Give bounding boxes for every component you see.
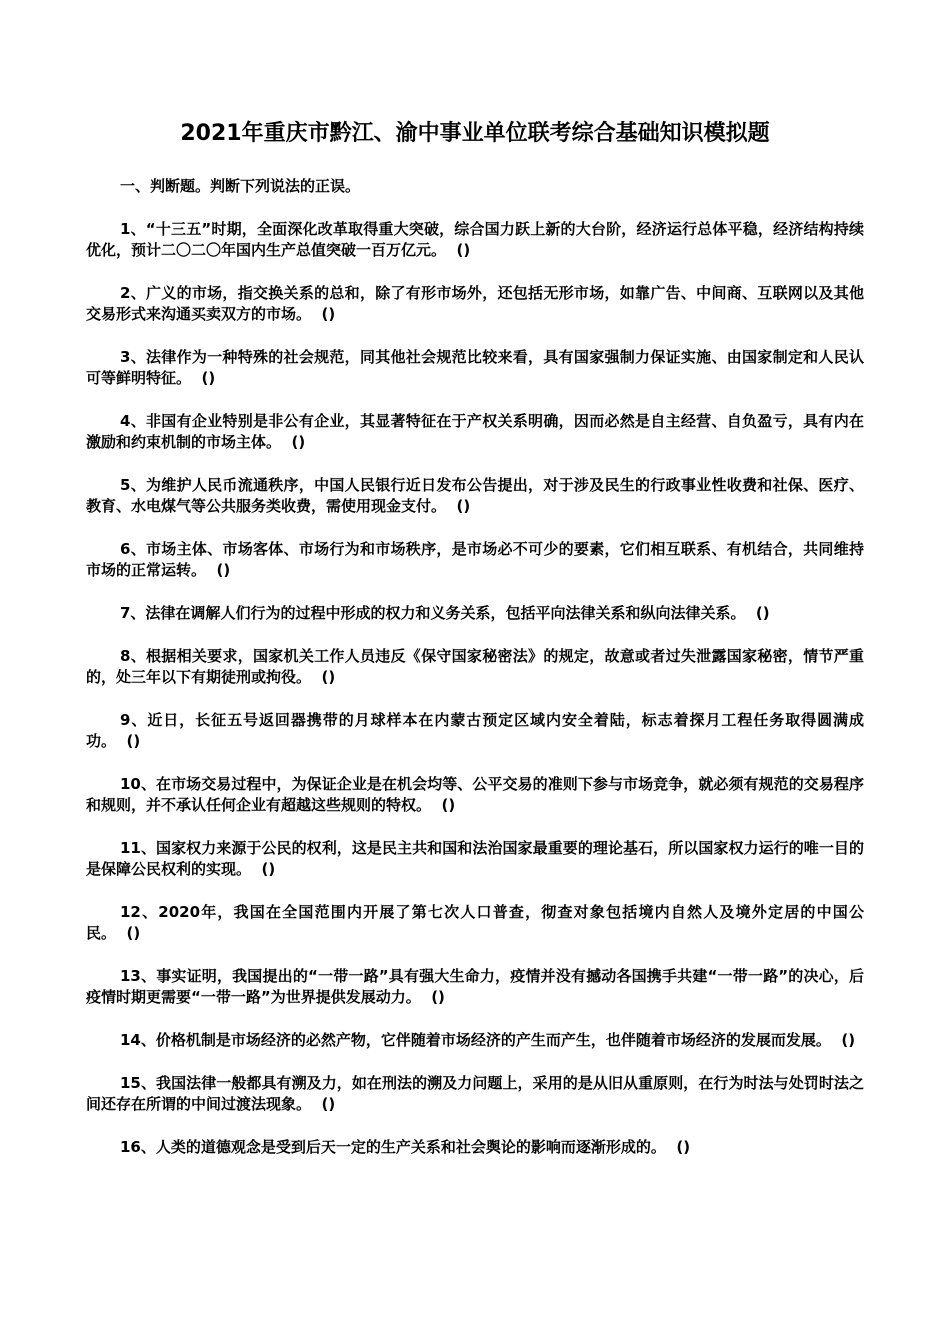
answer-blank: () bbox=[321, 1095, 336, 1113]
answer-blank: () bbox=[676, 1138, 691, 1156]
answer-blank: () bbox=[126, 732, 141, 750]
question-text: 7、法律在调解人们行为的过程中形成的权力和义务关系，包括平向法律关系和纵向法律关系。 bbox=[120, 604, 746, 622]
question-text: 10、在市场交易过程中，为保证企业是在机会均等、公平交易的准则下参与市场竞争，就必须有规范的交易程序和规则，并不承认任何企业有超越这些规则的特权。 bbox=[86, 775, 864, 814]
question-text: 3、法律作为一种特殊的社会规范，同其他社会规范比较来看，具有国家强制力保证实施、由国家制定和人民认可等鲜明特征。 bbox=[86, 348, 864, 387]
question-text: 16、人类的道德观念是受到后天一定的生产关系和社会舆论的影响而逐渐形成的。 bbox=[120, 1138, 666, 1156]
answer-blank: () bbox=[126, 924, 141, 942]
answer-blank: () bbox=[201, 369, 216, 387]
answer-blank: () bbox=[216, 561, 231, 579]
question-item bbox=[86, 283, 864, 325]
question-item bbox=[86, 411, 864, 453]
question-item bbox=[86, 838, 864, 880]
question-text: 13、事实证明，我国提出的“一带一路”具有强大生命力，疫情并没有撼动各国携手共建“一带一路”的决心，后疫情时期更需要“一带一路”为世界提供发展动力。 bbox=[86, 967, 864, 1006]
question-item bbox=[86, 347, 864, 389]
answer-blank: () bbox=[321, 668, 336, 686]
question-text: 11、国家权力来源于公民的权利，这是民主共和国和法治国家最重要的理论基石，所以国家权力运行的唯一目的是保障公民权利的实现。 bbox=[86, 839, 864, 878]
question-item bbox=[86, 710, 864, 752]
question-text: 1、“十三五”时期，全面深化改革取得重大突破，综合国力跃上新的大台阶，经济运行总体平稳，经济结构持续优化，预计二〇二〇年国内生产总值突破一百万亿元。 bbox=[86, 220, 864, 259]
answer-blank: () bbox=[321, 305, 336, 323]
answer-blank: () bbox=[755, 604, 770, 622]
question-item bbox=[86, 774, 864, 816]
question-item bbox=[86, 475, 864, 517]
question-item bbox=[86, 646, 864, 688]
question-text: 15、我国法律一般都具有溯及力，如在刑法的溯及力问题上，采用的是从旧从重原则，在行为时法与处罚时法之间还存在所谓的中间过渡法现象。 bbox=[86, 1074, 864, 1113]
answer-blank: () bbox=[291, 433, 306, 451]
question-item bbox=[86, 1030, 864, 1051]
section-heading: 一、判断题。判断下列说法的正误。 bbox=[120, 177, 361, 195]
question-text: 4、非国有企业特别是非公有企业，其显著特征在于产权关系明确，因而必然是自主经营、自负盈亏，具有内在激励和约束机制的市场主体。 bbox=[86, 412, 864, 451]
question-item bbox=[86, 219, 864, 261]
question-text: 8、根据相关要求，国家机关工作人员违反《保守国家秘密法》的规定，故意或者过失泄露国家秘密，情节严重的，处三年以下有期徒刑或拘役。 bbox=[86, 647, 864, 686]
answer-blank: () bbox=[431, 988, 445, 1006]
answer-blank: () bbox=[261, 860, 276, 878]
question-item bbox=[86, 966, 864, 1008]
document-title: 2021年重庆市黔江、渝中事业单位联考综合基础知识模拟题 bbox=[180, 121, 770, 146]
answer-blank: () bbox=[841, 1031, 856, 1049]
question-list bbox=[86, 219, 864, 1158]
question-item bbox=[86, 539, 864, 581]
question-text: 12、2020年，我国在全国范围内开展了第七次人口普查，彻查对象包括境内自然人及境外定居的中国公民。 bbox=[86, 903, 864, 942]
question-text: 5、为维护人民币流通秩序，中国人民银行近日发布公告提出，对于涉及民生的行政事业性收费和社保、医疗、教育、水电煤气等公共服务类收费，需使用现金支付。 bbox=[86, 476, 864, 515]
question-item bbox=[86, 1137, 864, 1158]
question-item bbox=[86, 603, 864, 624]
answer-blank: () bbox=[456, 497, 471, 515]
answer-blank: () bbox=[456, 241, 471, 259]
question-item bbox=[86, 1073, 864, 1115]
question-text: 2、广义的市场，指交换关系的总和，除了有形市场外，还包括无形市场，如靠广告、中间商、互联网以及其他交易形式来沟通买卖双方的市场。 bbox=[86, 284, 864, 323]
question-text: 14、价格机制是市场经济的必然产物，它伴随着市场经济的产生而产生，也伴随着市场经济的发展而发展。 bbox=[120, 1031, 831, 1049]
question-item bbox=[86, 902, 864, 944]
question-text: 9、近日，长征五号返回器携带的月球样本在内蒙古预定区域内安全着陆，标志着探月工程任务取得圆满成功。 bbox=[86, 711, 864, 750]
answer-blank: () bbox=[441, 796, 456, 814]
question-text: 6、市场主体、市场客体、市场行为和市场秩序，是市场必不可少的要素，它们相互联系、有机结合，共同维持市场的正常运转。 bbox=[86, 540, 864, 579]
